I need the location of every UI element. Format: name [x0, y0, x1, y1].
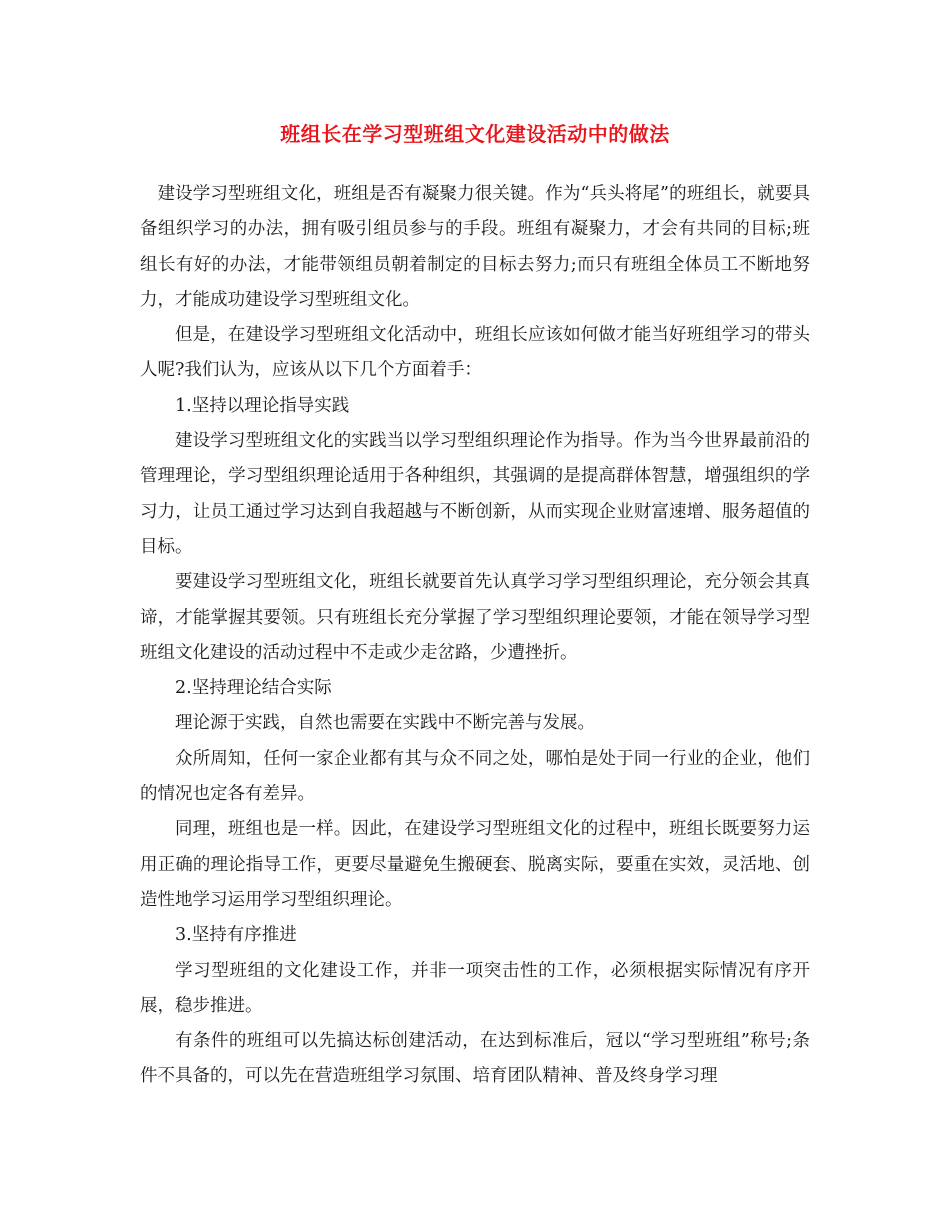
paragraph: 有条件的班组可以先搞达标创建活动，在达到标准后，冠以“学习型班组”称号;条件不具备的，可以先在营造班组学习氛围、培育团队精神、普及终身学习理: [140, 1031, 810, 1087]
document-title: 班组长在学习型班组文化建设活动中的做法: [280, 122, 670, 146]
paragraph: 要建设学习型班组文化，班组长就要首先认真学习学习型组织理论，充分领会其真谛，才能掌握其要领。只有班组长充分掌握了学习型组织理论要领，才能在领导学习型班组文化建设的活动过程中不走或少走岔路，少遭挫折。: [140, 572, 810, 663]
section-heading-1: 1.坚持以理论指导实践: [175, 395, 350, 416]
document-body: [140, 177, 810, 1095]
section-heading-3: 3.坚持有序推进: [175, 925, 297, 946]
section-heading-2: 2.坚持理论结合实际: [175, 678, 332, 699]
paragraph: 建设学习型班组文化的实践当以学习型组织理论作为指导。作为当今世界最前沿的管理理论，学习型组织理论适用于各种组织，其强调的是提高群体智慧，增强组织的学习力，让员工通过学习达到自我超越与不断创新，从而实现企业财富速增、服务超值的目标。: [140, 431, 810, 557]
paragraph: 理论源于实践，自然也需要在实践中不断完善与发展。: [175, 713, 595, 734]
paragraph: 同理，班组也是一样。因此，在建设学习型班组文化的过程中，班组长既要努力运用正确的理论指导工作，更要尽量避免生搬硬套、脱离实际，要重在实效，灵活地、创造性地学习运用学习型组织理论。: [140, 819, 810, 910]
paragraph-question: 但是，在建设学习型班组文化活动中，班组长应该如何做才能当好班组学习的带头人呢?我们认为，应该从以下几个方面着手：: [140, 325, 810, 381]
paragraph: 众所周知，任何一家企业都有其与众不同之处，哪怕是处于同一行业的企业，他们的情况也定各有差异。: [140, 748, 810, 805]
paragraph-intro: 建设学习型班组文化，班组是否有凝聚力很关键。作为“兵头将尾”的班组长，就要具备组织学习的办法，拥有吸引组员参与的手段。班组有凝聚力，才会有共同的目标;班组长有好的办法，才能带领组员朝着制定的目标去努力;而只有班组全体员工不断地努力，才能成功建设学习型班组文化。: [140, 184, 810, 310]
paragraph: 学习型班组的文化建设工作，并非一项突击性的工作，必须根据实际情况有序开展，稳步推进。: [140, 960, 810, 1016]
